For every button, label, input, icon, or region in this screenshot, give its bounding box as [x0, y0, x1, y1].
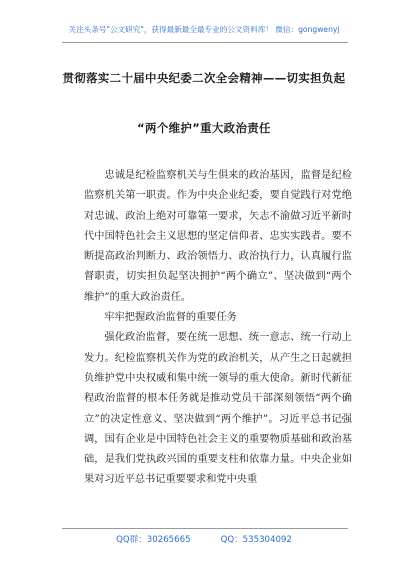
footer-divider — [62, 528, 348, 529]
footer-qq-group: QQ群：30265665 — [116, 535, 191, 545]
body-paragraph: 忠诚是纪检监察机关与生俱来的政治基因，监督是纪检监察机关第一职责。作为中央企业纪委，要自觉践行对党绝对忠诚、政治上绝对可靠第一要求，矢志不渝做习近平新时代中国特色社会主义思想的坚定信仰者、忠实实践者。要不断提高政治判断力、政治领悟力、政治执行力，认真履行监督职责，切实担负起坚决拥护“两个确立”、坚决做到“两个维护”的重大政治责任。 — [84, 170, 352, 303]
section-heading: 牢牢把握政治监督的重要任务 — [104, 312, 237, 324]
footer-qq: QQ：535304092 — [220, 535, 292, 545]
footer-contact — [0, 533, 408, 545]
body-paragraph: 强化政治监督，要在统一思想、统一意志、统一行动上发力。纪检监察机关作为党的政治机关，从产生之日起就担负维护党中央权威和集中统一领导的重大使命。新时代新征程政治监督的根本任务就是推动党员干部深刻领悟“两个确立”的决定性意义、坚决做到“两个维护”。习近平总书记强调，国有企业是中国特色社会主义的重要物质基础和政治基础，是我们党执政兴国的重要支柱和依靠力量。中央企业如果对习近平总书记重要要求和党中央重 — [84, 332, 352, 486]
document-title-line-1: 贯彻落实二十届中央纪委二次全会精神——切实担负起 — [62, 71, 346, 85]
document-body — [84, 166, 352, 491]
header-divider — [62, 42, 348, 43]
header-note: 关注头条号"公文研究"，获得最新最全最专业的公文资料库！ 微信：gongwenyj — [68, 25, 340, 34]
document-title-line-2: “两个维护”重大政治责任 — [137, 121, 271, 135]
